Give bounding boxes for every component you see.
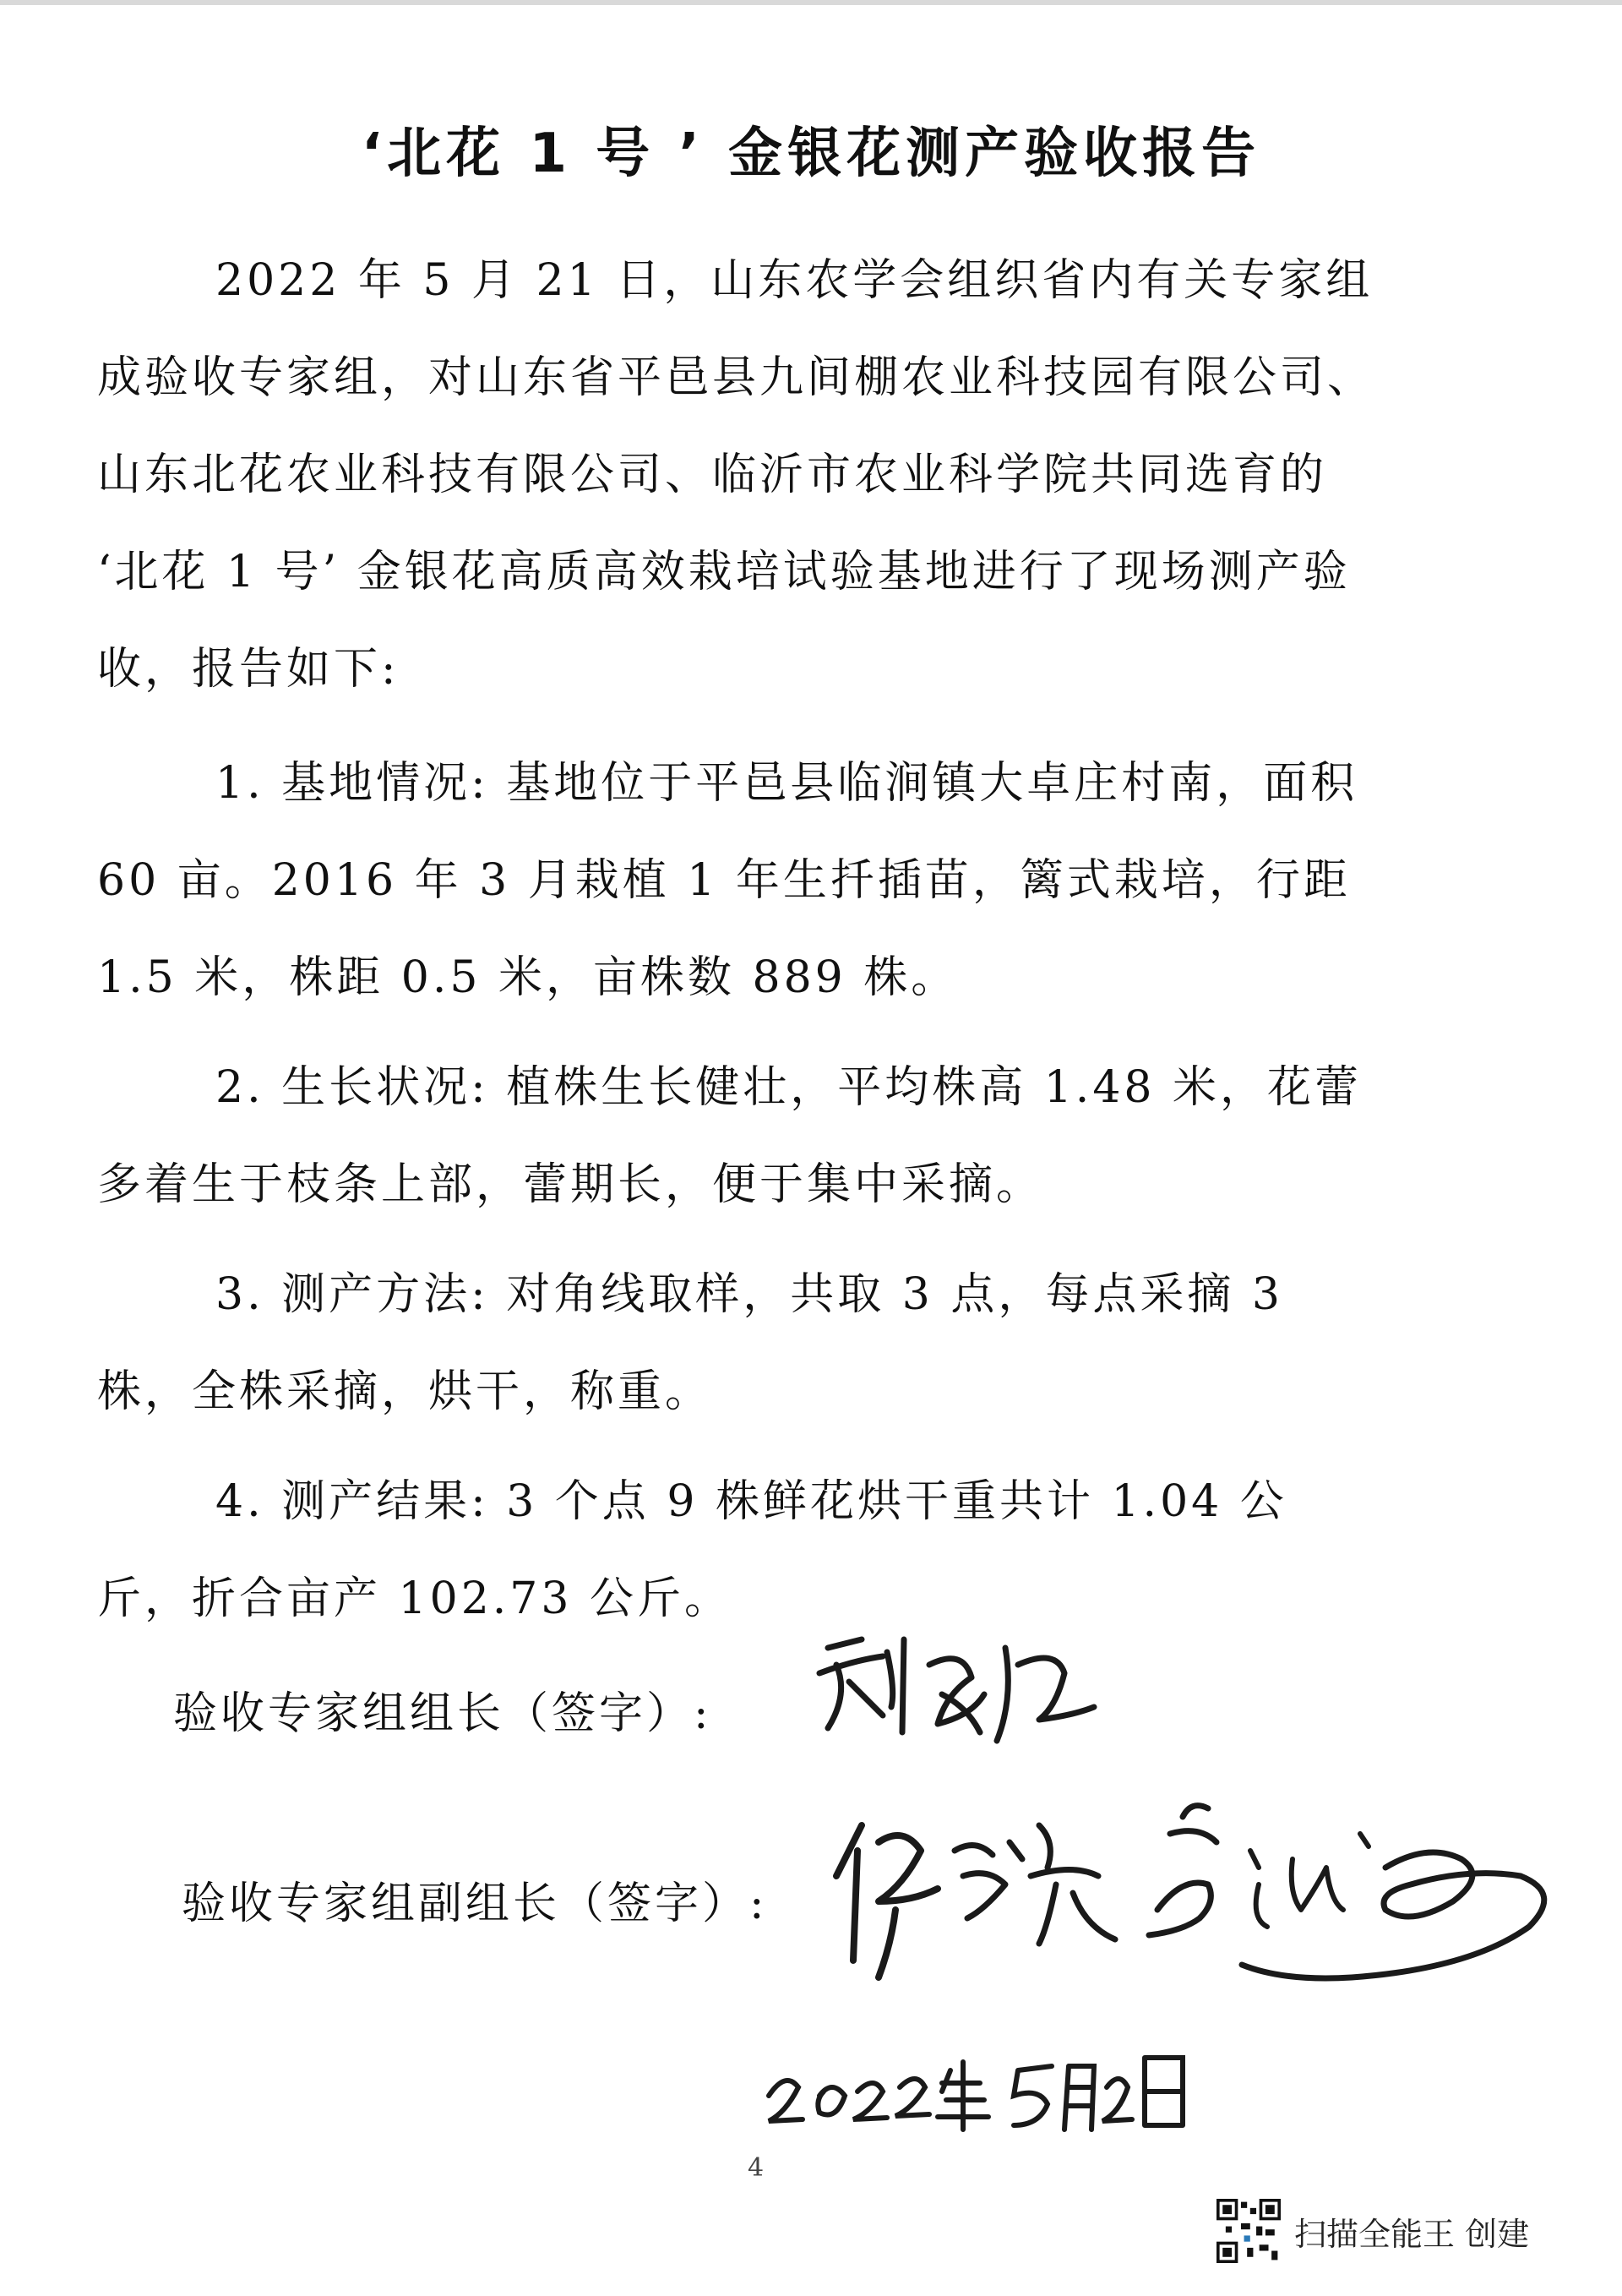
item-measure-method: 3. 测产方法: 对角线取样，共取 3 点，每点采摘 3 株，全株采摘，烘干，称重。 <box>97 1269 1283 1417</box>
intro-paragraph: 2022 年 5 月 21 日，山东农学会组织省内有关专家组成验收专家组，对山东省平邑县九间棚农业科技园有限公司、山东北花农业科技有限公司、临沂市农业科学院共同选育的 ‘北花 1 号’ 金银花高质高效栽培试验基地进行了现场测产验收，报告如下: <box>97 255 1375 695</box>
leader-signature <box>803 1614 1107 1758</box>
document-title: ‘北花 1 号 ’ 金银花测产验收报告 <box>361 123 1261 185</box>
leader-signature-label: 验收专家组组长（签字）: <box>173 1688 712 1739</box>
scanner-app-text: 扫描全能王 创建 <box>1294 2215 1530 2253</box>
item-base-info: 1. 基地情况: 基地位于平邑县临涧镇大卓庄村南，面积 60 亩。2016 年 3 月栽植 1 年生扦插苗，篱式栽培，行距 1.5 米，株距 0.5 米，亩株数 889 株。 <box>97 758 1358 1003</box>
page-number: 4 <box>748 2153 765 2183</box>
scanner-watermark <box>1216 2197 1588 2265</box>
deputy-signature-2 <box>1132 1783 1588 1994</box>
qr-code-icon <box>1216 2199 1281 2263</box>
item-measure-result: 4. 测产结果: 3 个点 9 株鲜花烘干重共计 1.04 公斤，折合亩产 102.73 公斤。 <box>97 1476 1287 1624</box>
deputy-signature-1 <box>828 1792 1124 1986</box>
document-body <box>97 232 1381 1648</box>
handwritten-date <box>760 2045 1200 2138</box>
deputy-signature-label: 验收专家组副组长（签字）: <box>182 1879 768 1929</box>
item-growth-status: 2. 生长状况: 植株生长健壮，平均株高 1.48 米，花蕾多着生于枝条上部，蕾期长，便于集中采摘。 <box>97 1062 1363 1210</box>
scan-edge <box>0 0 1622 5</box>
